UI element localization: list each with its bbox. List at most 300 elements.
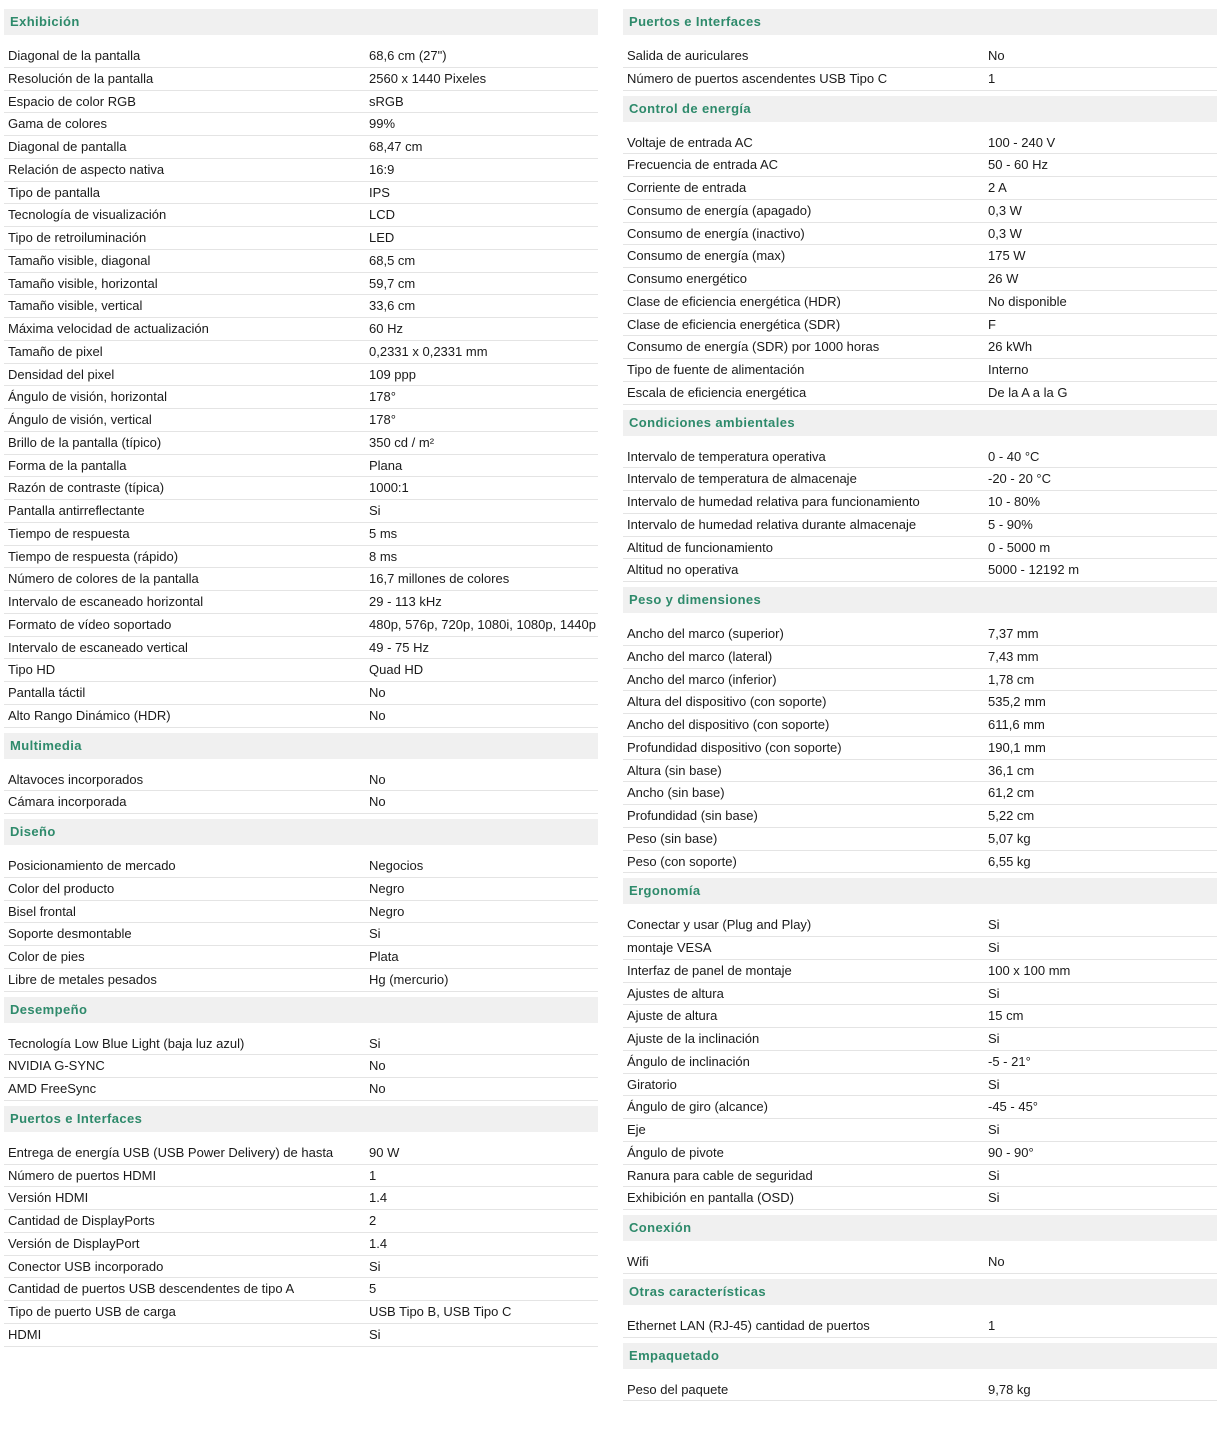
spec-value: Si	[988, 985, 1000, 1001]
spec-row	[623, 669, 1217, 692]
spec-value: Si	[369, 1258, 381, 1274]
spec-row	[4, 113, 598, 136]
spec-value: Si	[988, 940, 1000, 955]
spec-row	[623, 291, 1217, 314]
section-header: Control de energía	[623, 96, 1217, 122]
spec-row	[4, 45, 598, 68]
section-diseno	[4, 819, 598, 992]
spec-value: No	[369, 1081, 386, 1096]
spec-value: 36,1 cm	[988, 762, 1035, 778]
spec-label: Clase de eficiencia energética (SDR)	[627, 316, 841, 332]
spec-row	[623, 646, 1217, 669]
spec-value: No	[369, 707, 386, 723]
spec-table	[4, 845, 598, 992]
spec-label: Soporte desmontable	[8, 926, 132, 942]
spec-label: Número de puertos HDMI	[8, 1167, 157, 1183]
spec-row	[4, 1187, 598, 1210]
spec-value: 1,78 cm	[988, 671, 1035, 687]
spec-value: F	[988, 316, 996, 332]
section-header: Puertos e Interfaces	[4, 1106, 598, 1132]
spec-row	[4, 409, 598, 432]
spec-value: 1.4	[369, 1190, 388, 1206]
spec-label: Tipo de fuente de alimentación	[627, 362, 805, 377]
spec-value: 0,3 W	[988, 225, 1022, 241]
spec-value: 350 cd / m²	[369, 434, 435, 450]
spec-label: Eje	[627, 1122, 646, 1137]
spec-label: Tiempo de respuesta	[8, 525, 130, 541]
section-header: Ergonomía	[623, 878, 1217, 904]
spec-label: Consumo energético	[627, 271, 747, 286]
spec-label: Consumo de energía (max)	[627, 248, 786, 264]
section-header: Diseño	[4, 819, 598, 845]
spec-value: 178°	[369, 412, 396, 427]
spec-row	[623, 1074, 1217, 1097]
spec-table	[623, 35, 1217, 91]
section-header: Multimedia	[4, 733, 598, 759]
spec-label: Ángulo de visión, horizontal	[8, 389, 167, 405]
spec-value: 61,2 cm	[988, 785, 1035, 801]
spec-row	[623, 268, 1217, 291]
section-header: Empaquetado	[623, 1343, 1217, 1369]
spec-row	[4, 682, 598, 705]
spec-value: Negro	[369, 880, 405, 896]
spec-row	[623, 782, 1217, 805]
spec-value: No	[988, 1254, 1005, 1269]
spec-value: 5,22 cm	[988, 808, 1035, 823]
spec-row	[4, 523, 598, 546]
spec-value: No	[369, 1058, 386, 1074]
spec-label: Altura (sin base)	[627, 762, 722, 778]
spec-row	[4, 855, 598, 878]
spec-row	[4, 637, 598, 660]
spec-label: Salida de auriculares	[627, 48, 749, 63]
spec-label: Intervalo de temperatura operativa	[627, 448, 826, 464]
spec-row	[623, 559, 1217, 582]
spec-row	[4, 1256, 598, 1279]
spec-row	[4, 136, 598, 159]
spec-value: Hg (mercurio)	[369, 971, 449, 987]
spec-label: Diagonal de la pantalla	[8, 48, 141, 63]
spec-value: Negro	[369, 903, 405, 919]
spec-value: 90 - 90°	[988, 1144, 1034, 1160]
spec-row	[4, 227, 598, 250]
spec-row	[4, 546, 598, 569]
spec-value: 26 W	[988, 271, 1019, 286]
section-otras-caracteristicas	[623, 1279, 1217, 1338]
spec-row	[623, 983, 1217, 1006]
spec-value: Si	[369, 1326, 381, 1342]
spec-value: 7,43 mm	[988, 648, 1039, 664]
spec-row	[623, 1187, 1217, 1210]
section-header: Puertos e Interfaces	[623, 9, 1217, 35]
spec-value: 190,1 mm	[988, 739, 1046, 755]
section-puertos-e-interfaces	[4, 1106, 598, 1347]
spec-value: 16:9	[369, 161, 395, 177]
spec-row	[623, 1096, 1217, 1119]
spec-table	[623, 1369, 1217, 1402]
spec-row	[4, 159, 598, 182]
spec-row	[623, 177, 1217, 200]
spec-label: Intervalo de temperatura de almacenaje	[627, 471, 857, 487]
spec-label: Ranura para cable de seguridad	[627, 1167, 813, 1183]
spec-row	[623, 336, 1217, 359]
spec-row	[4, 878, 598, 901]
spec-label: Tamaño visible, horizontal	[8, 275, 158, 291]
spec-value: Si	[369, 1035, 381, 1051]
spec-label: Ajustes de altura	[627, 985, 724, 1001]
spec-table	[4, 1023, 598, 1101]
spec-row	[623, 714, 1217, 737]
spec-label: Tecnología de visualización	[8, 207, 167, 223]
section-header: Desempeño	[4, 997, 598, 1023]
spec-label: Ancho del marco (lateral)	[627, 648, 773, 664]
spec-value: 33,6 cm	[369, 298, 416, 314]
spec-row	[4, 477, 598, 500]
spec-value: 29 - 113 kHz	[369, 594, 442, 609]
spec-label: Ángulo de visión, vertical	[8, 412, 152, 427]
spec-label: Giratorio	[627, 1076, 677, 1092]
spec-value: 535,2 mm	[988, 694, 1046, 710]
spec-row	[4, 1033, 598, 1056]
spec-row	[623, 1251, 1217, 1274]
spec-value: -45 - 45°	[988, 1099, 1039, 1115]
section-conexion	[623, 1215, 1217, 1274]
spec-label: Gama de colores	[8, 116, 107, 132]
spec-row	[623, 314, 1217, 337]
spec-label: NVIDIA G-SYNC	[8, 1058, 105, 1074]
spec-row	[4, 946, 598, 969]
spec-label: Tipo de puerto USB de carga	[8, 1304, 176, 1319]
spec-label: montaje VESA	[627, 940, 712, 955]
spec-row	[4, 250, 598, 273]
spec-row	[623, 200, 1217, 223]
spec-row	[4, 318, 598, 341]
spec-row	[623, 491, 1217, 514]
spec-row	[623, 132, 1217, 155]
spec-row	[4, 432, 598, 455]
spec-value: 2 A	[988, 180, 1007, 195]
spec-label: Peso (sin base)	[627, 830, 718, 846]
spec-value: 5 - 90%	[988, 516, 1033, 532]
spec-label: Tecnología Low Blue Light (baja luz azul)	[8, 1035, 245, 1051]
spec-row	[623, 514, 1217, 537]
spec-label: Altavoces incorporados	[8, 771, 144, 787]
spec-label: Ajuste de la inclinación	[627, 1031, 760, 1046]
spec-label: Cámara incorporada	[8, 794, 127, 810]
spec-table	[623, 613, 1217, 873]
spec-label: Intervalo de escaneado vertical	[8, 639, 188, 655]
spec-row	[623, 914, 1217, 937]
spec-row	[4, 769, 598, 792]
spec-row	[623, 154, 1217, 177]
spec-row	[4, 364, 598, 387]
spec-label: Ajuste de altura	[627, 1008, 718, 1024]
spec-table	[4, 35, 598, 728]
spec-value: Si	[988, 1076, 1000, 1092]
spec-label: Color del producto	[8, 880, 115, 896]
spec-row	[623, 1119, 1217, 1142]
spec-value: Si	[369, 503, 381, 518]
spec-label: Peso del paquete	[627, 1381, 729, 1397]
right-column	[623, 9, 1217, 1406]
spec-label: Tipo de retroiluminación	[8, 230, 147, 245]
spec-value: 26 kWh	[988, 339, 1033, 355]
spec-label: Peso (con soporte)	[627, 853, 737, 869]
spec-row	[4, 1324, 598, 1347]
spec-label: Relación de aspecto nativa	[8, 161, 165, 177]
spec-label: Formato de vídeo soportado	[8, 616, 172, 632]
spec-value: 16,7 millones de colores	[369, 571, 510, 587]
spec-row	[4, 1233, 598, 1256]
left-column	[4, 9, 598, 1352]
spec-value: Plana	[369, 457, 403, 473]
spec-value: 8 ms	[369, 548, 398, 564]
spec-label: Libre de metales pesados	[8, 971, 157, 987]
spec-row	[623, 537, 1217, 560]
spec-row	[623, 468, 1217, 491]
spec-label: Profundidad (sin base)	[627, 808, 758, 823]
spec-value: Negocios	[369, 858, 424, 873]
spec-row	[623, 623, 1217, 646]
spec-value: IPS	[369, 184, 390, 200]
spec-row	[4, 91, 598, 114]
spec-value: Si	[988, 917, 1000, 933]
spec-value: Interno	[988, 362, 1029, 377]
spec-label: Corriente de entrada	[627, 180, 747, 195]
spec-value: 0 - 5000 m	[988, 539, 1051, 555]
spec-value: 15 cm	[988, 1008, 1024, 1024]
spec-value: 60 Hz	[369, 321, 403, 336]
spec-value: Quad HD	[369, 662, 424, 678]
spec-label: Forma de la pantalla	[8, 457, 127, 473]
spec-label: Pantalla táctil	[8, 685, 86, 700]
spec-value: 68,47 cm	[369, 139, 423, 154]
spec-table	[623, 122, 1217, 405]
spec-value: 50 - 60 Hz	[988, 157, 1048, 173]
spec-row	[4, 182, 598, 205]
spec-value: No	[988, 48, 1005, 63]
section-empaquetado	[623, 1343, 1217, 1402]
spec-label: Ángulo de inclinación	[627, 1053, 750, 1069]
spec-value: No	[369, 685, 386, 700]
spec-row	[4, 295, 598, 318]
spec-row	[623, 937, 1217, 960]
spec-row	[4, 1165, 598, 1188]
spec-row	[4, 1078, 598, 1101]
section-peso-y-dimensiones	[623, 587, 1217, 873]
spec-value: 1	[988, 1317, 996, 1333]
spec-table	[4, 759, 598, 815]
spec-label: Altitud de funcionamiento	[627, 539, 773, 555]
spec-row	[4, 204, 598, 227]
spec-label: Intervalo de escaneado horizontal	[8, 594, 204, 609]
spec-value: 2560 x 1440 Pixeles	[369, 70, 487, 86]
spec-label: Versión de DisplayPort	[8, 1235, 140, 1251]
spec-label: Escala de eficiencia energética	[627, 384, 807, 400]
spec-value: De la A a la G	[988, 384, 1068, 400]
spec-value: -20 - 20 °C	[988, 471, 1052, 487]
spec-label: Color de pies	[8, 949, 85, 964]
spec-value: 611,6 mm	[988, 717, 1045, 732]
spec-value: 9,78 kg	[988, 1381, 1031, 1397]
spec-value: LED	[369, 230, 395, 245]
spec-value: Si	[988, 1122, 1000, 1137]
section-header: Exhibición	[4, 9, 598, 35]
spec-row	[623, 245, 1217, 268]
spec-label: Número de puertos ascendentes USB Tipo C	[627, 70, 888, 86]
spec-label: Pantalla antirreflectante	[8, 503, 145, 518]
spec-row	[623, 805, 1217, 828]
spec-row	[4, 591, 598, 614]
spec-row	[623, 828, 1217, 851]
spec-label: Razón de contraste (típica)	[8, 480, 165, 496]
spec-value: 59,7 cm	[369, 275, 416, 291]
section-desempeno	[4, 997, 598, 1101]
spec-label: Altura del dispositivo (con soporte)	[627, 694, 827, 710]
spec-label: Ancho del marco (superior)	[627, 626, 784, 641]
spec-row	[4, 901, 598, 924]
spec-row	[4, 1142, 598, 1165]
spec-value: 1	[988, 70, 996, 86]
spec-row	[623, 45, 1217, 68]
spec-label: HDMI	[8, 1326, 42, 1342]
spec-label: Tamaño de pixel	[8, 343, 103, 359]
spec-table	[623, 1241, 1217, 1274]
spec-row	[623, 851, 1217, 874]
spec-label: Densidad del pixel	[8, 366, 115, 382]
section-puertos-e-interfaces	[623, 9, 1217, 91]
spec-label: Frecuencia de entrada AC	[627, 157, 779, 173]
spec-value: -5 - 21°	[988, 1053, 1031, 1069]
spec-row	[623, 1315, 1217, 1338]
spec-label: Ethernet LAN (RJ-45) cantidad de puertos	[627, 1317, 870, 1333]
spec-value: 68,5 cm	[369, 252, 416, 268]
spec-row	[4, 273, 598, 296]
spec-row	[4, 1055, 598, 1078]
spec-label: Conectar y usar (Plug and Play)	[627, 917, 812, 933]
spec-table	[623, 436, 1217, 583]
spec-label: Ancho del marco (inferior)	[627, 671, 777, 687]
spec-label: Diagonal de pantalla	[8, 139, 127, 154]
spec-row	[4, 341, 598, 364]
section-condiciones-ambientales	[623, 410, 1217, 583]
spec-row	[623, 691, 1217, 714]
spec-label: Ángulo de pivote	[627, 1144, 724, 1160]
spec-row	[623, 1051, 1217, 1074]
spec-label: Número de colores de la pantalla	[8, 571, 199, 587]
spec-value: 6,55 kg	[988, 853, 1031, 869]
spec-label: AMD FreeSync	[8, 1081, 97, 1096]
spec-label: Ancho (sin base)	[627, 785, 725, 801]
spec-row	[4, 1278, 598, 1301]
spec-label: Tamaño visible, vertical	[8, 298, 143, 314]
spec-row	[623, 960, 1217, 983]
spec-label: Tiempo de respuesta (rápido)	[8, 548, 179, 564]
spec-row	[623, 1165, 1217, 1188]
section-control-de-energia	[623, 96, 1217, 405]
spec-value: 7,37 mm	[988, 626, 1039, 641]
spec-value: 100 x 100 mm	[988, 962, 1071, 978]
spec-value: 0,2331 x 0,2331 mm	[369, 343, 488, 359]
spec-value: Si	[988, 1167, 1000, 1183]
spec-row	[4, 386, 598, 409]
spec-row	[623, 68, 1217, 91]
spec-label: Consumo de energía (apagado)	[627, 202, 812, 218]
spec-row	[4, 68, 598, 91]
spec-row	[623, 1005, 1217, 1028]
spec-table	[623, 904, 1217, 1210]
spec-value: No disponible	[988, 293, 1067, 309]
spec-label: Altitud no operativa	[627, 562, 739, 578]
spec-value: 100 - 240 V	[988, 134, 1056, 150]
spec-value: 1	[369, 1167, 377, 1183]
spec-value: 5 ms	[369, 525, 398, 541]
spec-value: LCD	[369, 207, 396, 223]
spec-value: 0 - 40 °C	[988, 448, 1040, 464]
spec-value: No	[369, 794, 386, 810]
spec-value: 68,6 cm (27")	[369, 48, 447, 63]
spec-value: 2	[369, 1213, 377, 1228]
spec-value: 10 - 80%	[988, 494, 1041, 509]
section-multimedia	[4, 733, 598, 815]
spec-row	[4, 705, 598, 728]
spec-label: Wifi	[627, 1254, 649, 1269]
spec-row	[4, 659, 598, 682]
spec-value: 1.4	[369, 1235, 388, 1251]
spec-value: 109 ppp	[369, 366, 416, 382]
spec-label: Intervalo de humedad relativa para funcionamiento	[627, 494, 920, 509]
spec-label: Conector USB incorporado	[8, 1258, 164, 1274]
spec-row	[623, 446, 1217, 469]
spec-label: Tamaño visible, diagonal	[8, 252, 151, 268]
spec-value: 5,07 kg	[988, 830, 1031, 846]
spec-value: No	[369, 771, 386, 787]
spec-label: Tipo HD	[8, 662, 56, 678]
spec-row	[623, 760, 1217, 783]
spec-value: 99%	[369, 116, 396, 132]
spec-value: 5	[369, 1281, 377, 1297]
spec-label: Tipo de pantalla	[8, 184, 101, 200]
spec-label: Ángulo de giro (alcance)	[627, 1099, 768, 1115]
spec-row	[623, 359, 1217, 382]
spec-label: Resolución de la pantalla	[8, 70, 154, 86]
spec-label: Ancho del dispositivo (con soporte)	[627, 717, 830, 732]
section-header: Conexión	[623, 1215, 1217, 1241]
spec-label: Máxima velocidad de actualización	[8, 321, 209, 336]
spec-value: Si	[988, 1190, 1000, 1206]
section-header: Peso y dimensiones	[623, 587, 1217, 613]
spec-label: Voltaje de entrada AC	[627, 134, 753, 150]
spec-row	[4, 568, 598, 591]
spec-label: Posicionamiento de mercado	[8, 858, 176, 873]
spec-row	[623, 223, 1217, 246]
spec-value: 90 W	[369, 1144, 400, 1160]
spec-label: Entrega de energía USB (USB Power Delivery) de hasta	[8, 1144, 334, 1160]
spec-label: Consumo de energía (inactivo)	[627, 225, 805, 241]
spec-value: sRGB	[369, 93, 404, 109]
spec-row	[623, 382, 1217, 405]
spec-value: 178°	[369, 389, 396, 405]
spec-row	[4, 614, 598, 637]
spec-label: Espacio de color RGB	[8, 93, 136, 109]
spec-label: Exhibición en pantalla (OSD)	[627, 1190, 794, 1206]
spec-value: Plata	[369, 949, 399, 964]
spec-row	[623, 737, 1217, 760]
spec-label: Versión HDMI	[8, 1190, 89, 1206]
spec-label: Cantidad de DisplayPorts	[8, 1213, 155, 1228]
spec-value: Si	[369, 926, 381, 942]
spec-row	[4, 455, 598, 478]
